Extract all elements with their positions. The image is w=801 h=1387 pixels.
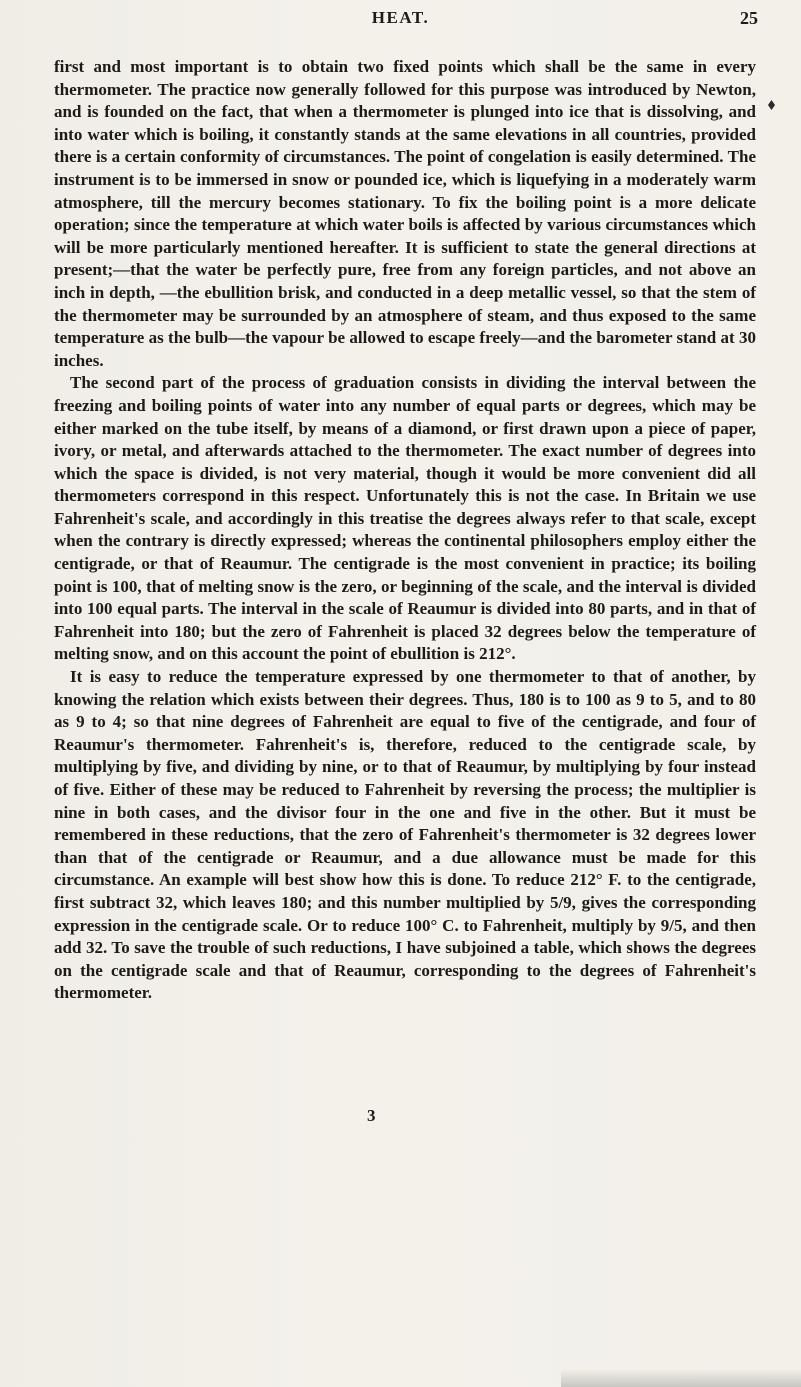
scan-shadow — [561, 1369, 801, 1387]
running-head: HEAT. — [371, 8, 430, 27]
page-number: 25 — [740, 8, 758, 28]
ink-speck-icon — [768, 100, 775, 110]
body-text — [54, 56, 756, 1005]
signature-mark: 3 — [367, 1106, 376, 1125]
page-header — [0, 8, 801, 38]
paragraph-fixed-points: first and most important is to obtain two fixed points which shall be the same in every thermometer. The practice now generally followed for this purpose was introduced by Newton, and is founded on the fact, that when a thermometer is plunged into ice that is dissolving, and into water which is boiling, it constantly stands at the same elevations in all countries, provided there is a certain conformity of circumstances. The point of congelation is easily determined. The instrument is to be immersed in snow or pounded ice, which is liquefying in a moderately warm atmosphere, till the mercury becomes stationary. To fix the boiling point is a more delicate operation; since the temperature at which water boils is affected by various circumstances which will be more particularly mentioned hereafter. It is sufficient to state the general directions at present;—that the water be perfectly pure, free from any foreign particles, and not above an inch in depth, —the ebullition brisk, and conducted in a deep metallic vessel, so that the stem of the thermometer may be surrounded by an atmosphere of steam, and thus exposed to the same temperature as the bulb—the vapour be allowed to escape freely—and the barometer stand at 30 inches. — [54, 57, 756, 370]
paragraph-graduation: The second part of the process of graduation consists in dividing the interval between the freezing and boiling points of water into any number of equal parts or degrees, which may be either marked on the tube itself, by means of a diamond, or first drawn upon a piece of paper, ivory, or metal, and afterwards attached to the thermometer. The exact number of degrees into which the space is divided, is not very material, though it would be more convenient did all thermometers correspond in this respect. Unfortunately this is not the case. In Britain we use Fahrenheit's scale, and accordingly in this treatise the degrees always refer to that scale, except when the contrary is directly expressed; whereas the continental philosophers employ either the centigrade, or that of Reaumur. The centigrade is the most convenient in practice; its boiling point is 100, that of melting snow is the zero, or beginning of the scale, and the interval is divided into 100 equal parts. The interval in the scale of Reaumur is divided into 80 parts, and in that of Fahrenheit into 180; but the zero of Fahrenheit is placed 32 degrees below the temperature of melting snow, and on this account the point of ebullition is 212°. — [54, 373, 756, 664]
paragraph-reduction: It is easy to reduce the temperature expressed by one thermometer to that of another, by knowing the relation which exists between their degrees. Thus, 180 is to 100 as 9 to 5, and to 80 as 9 to 4; so that nine degrees of Fahrenheit are equal to five of the centigrade, and four of Reaumur's thermometer. Fahrenheit's is, therefore, reduced to the centigrade scale, by multiplying by five, and dividing by nine, or to that of Reaumur, by multiplying by four instead of five. Either of these may be reduced to Fahrenheit by reversing the process; the multiplier is nine in both cases, and the divisor four in the one and five in the other. But it must be remembered in these reductions, that the zero of Fahrenheit's thermometer is 32 degrees lower than that of the centigrade or Reaumur, and a due allowance must be made for this circumstance. An example will best show how this is done. To reduce 212° F. to the centigrade, first subtract 32, which leaves 180; and this number multiplied by 5/9, gives the corresponding expression in the centigrade scale. Or to reduce 100° C. to Fahrenheit, multiply by 9/5, and then add 32. To save the trouble of such reductions, I have subjoined a table, which shows the degrees on the centigrade scale and that of Reaumur, corresponding to the degrees of Fahrenheit's thermometer. — [54, 667, 756, 1003]
